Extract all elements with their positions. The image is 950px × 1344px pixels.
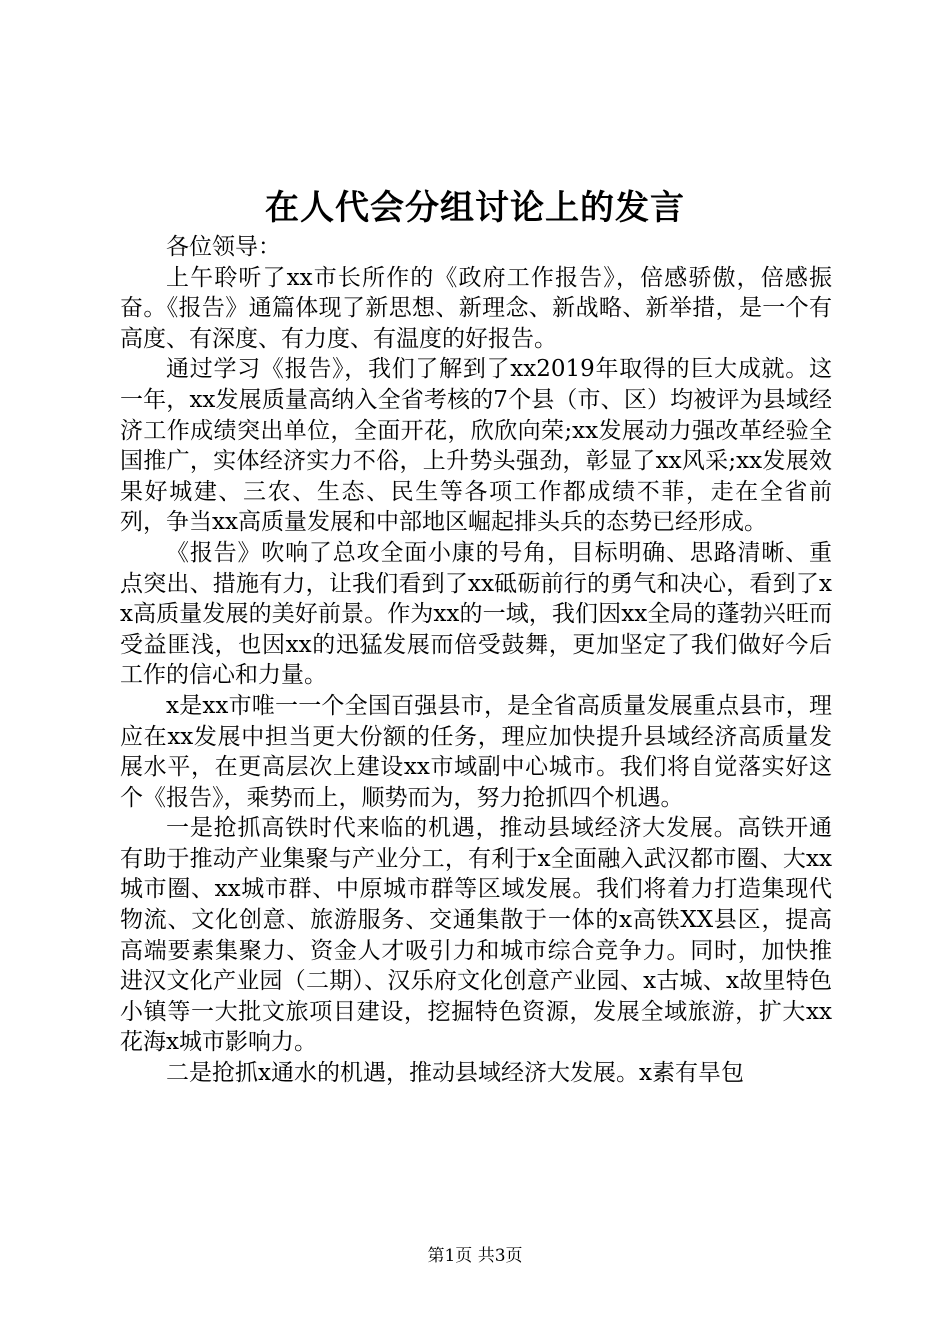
document-title: 在人代会分组讨论上的发言 [265,188,685,228]
paragraph: 一是抢抓高铁时代来临的机遇，推动县域经济大发展。高铁开通有助于推动产业集聚与产业分工，有利于x全面融入武汉都市圈、大xx城市圈、xx城市群、中原城市群等区域发展。我们将着力打造集现代物流、文化创意、旅游服务、交通集散于一体的x高铁XX县区，提高高端要素集聚力、资金人才吸引力和城市综合竞争力。同时，加快推进汉文化产业园（二期）、汉乐府文化创意产业园、x古城、x故里特色小镇等一大批文旅项目建设，挖掘特色资源，发展全域旅游，扩大xx花海x城市影响力。 [120,815,832,1056]
paragraph: 二是抢抓x通水的机遇，推动县域经济大发展。x素有旱包 [166,1060,744,1087]
paragraph: x是xx市唯一一个全国百强县市，是全省高质量发展重点县市，理应在xx发展中担当更大份额的任务，理应加快提升县域经济高质量发展水平，在更高层次上建设xx市域副中心城市。我们将自觉落实好这个《报告》，乘势而上，顺势而为，努力抢抓四个机遇。 [120,692,832,811]
paragraph: 上午聆听了xx市长所作的《政府工作报告》，倍感骄傲，倍感振奋。《报告》通篇体现了新思想、新理念、新战略、新举措，是一个有高度、有深度、有力度、有温度的好报告。 [120,264,832,352]
paragraph: 《报告》吹响了总攻全面小康的号角，目标明确、思路清晰、重点突出、措施有力，让我们看到了xx砥砺前行的勇气和决心，看到了xx高质量发展的美好前景。作为xx的一域，我们因xx全局的蓬勃兴旺而受益匪浅，也因xx的迅猛发展而倍受鼓舞，更加坚定了我们做好今后工作的信心和力量。 [120,539,832,689]
page-footer: 第1页 共3页 [427,1246,523,1266]
document-body [120,232,832,1089]
paragraph: 通过学习《报告》，我们了解到了xx2019年取得的巨大成就。这一年，xx发展质量高纳入全省考核的7个县（市、区）均被评为县域经济工作成绩突出单位，全面开花，欣欣向荣;xx发展动力强改革经验全国推广，实体经济实力不俗，上升势头强劲，彰显了xx风采;xx发展效果好城建、三农、生态、民生等各项工作都成绩不菲，走在全省前列，争当xx高质量发展和中部地区崛起排头兵的态势已经形成。 [120,356,832,536]
salutation: 各位领导： [166,234,281,260]
